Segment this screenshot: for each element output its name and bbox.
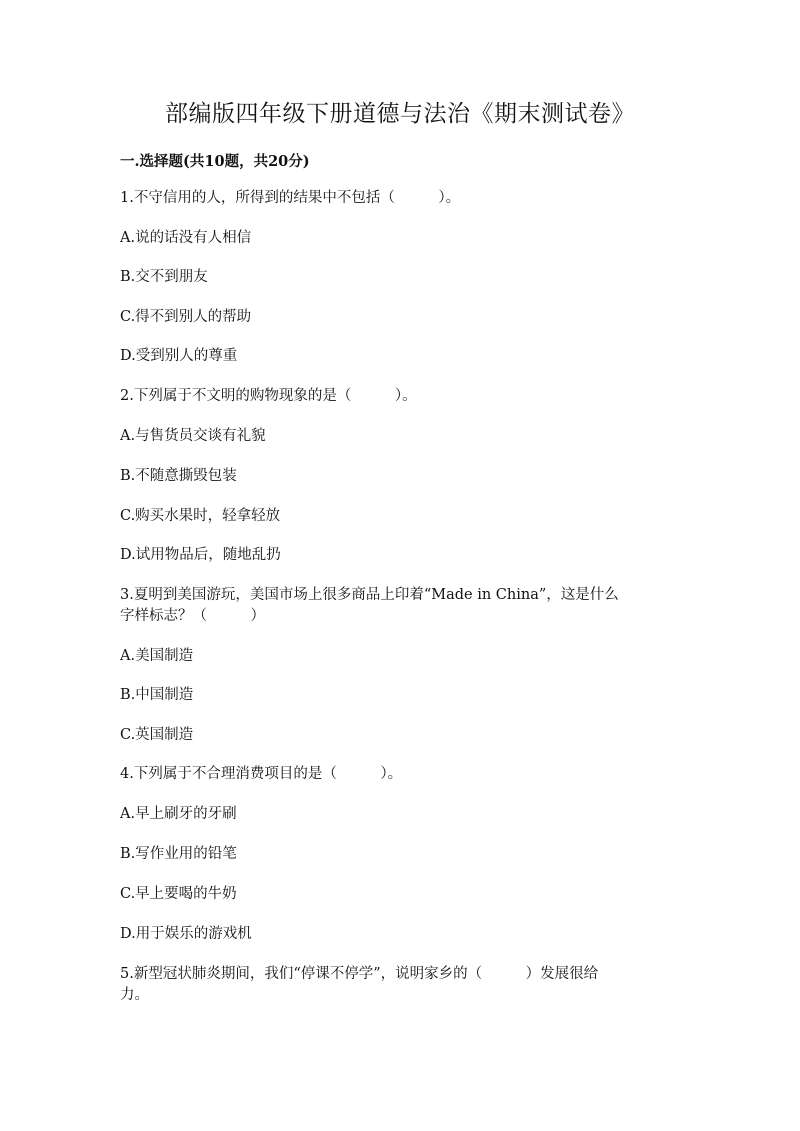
question-2-option-a: A.与售货员交谈有礼貌 [120, 428, 266, 444]
question-1-text: 1.不守信用的人，所得到的结果中不包括（ ）。 [120, 190, 461, 206]
section-heading: 一.选择题(共10题，共20分) [120, 153, 310, 170]
question-4-option-a: A.早上刷牙的牙刷 [120, 806, 237, 822]
question-5-text-line1: 5.新型冠状肺炎期间，我们“停课不停学”，说明家乡的（ ）发展很给 [120, 966, 599, 982]
page-title: 部编版四年级下册道德与法治《期末测试卷》 [165, 101, 635, 127]
question-3-option-c: C.英国制造 [120, 727, 194, 743]
question-4-option-b: B.写作业用的铅笔 [120, 846, 237, 862]
question-3-text-line1: 3.夏明到美国游玩，美国市场上很多商品上印着“Made in China”，这是什么 [120, 587, 619, 603]
question-3-text-line2: 字样标志？（ ） [120, 608, 265, 624]
question-2-text: 2.下列属于不文明的购物现象的是（ ）。 [120, 388, 417, 404]
question-1-option-a: A.说的话没有人相信 [120, 230, 252, 246]
question-4-option-c: C.早上要喝的牛奶 [120, 886, 237, 902]
question-2-option-c: C.购买水果时，轻拿轻放 [120, 508, 281, 524]
question-4-text: 4.下列属于不合理消费项目的是（ ）。 [120, 766, 403, 782]
question-3-option-b: B.中国制造 [120, 687, 194, 703]
question-5-text-line2: 力。 [120, 987, 149, 1003]
question-4-option-d: D.用于娱乐的游戏机 [120, 926, 252, 942]
question-1-option-b: B.交不到朋友 [120, 269, 208, 285]
question-2-option-d: D.试用物品后，随地乱扔 [120, 547, 281, 563]
question-2-option-b: B.不随意撕毁包装 [120, 468, 237, 484]
question-1-option-d: D.受到别人的尊重 [120, 348, 238, 364]
question-1-option-c: C.得不到别人的帮助 [120, 309, 252, 325]
question-3-option-a: A.美国制造 [120, 648, 194, 664]
